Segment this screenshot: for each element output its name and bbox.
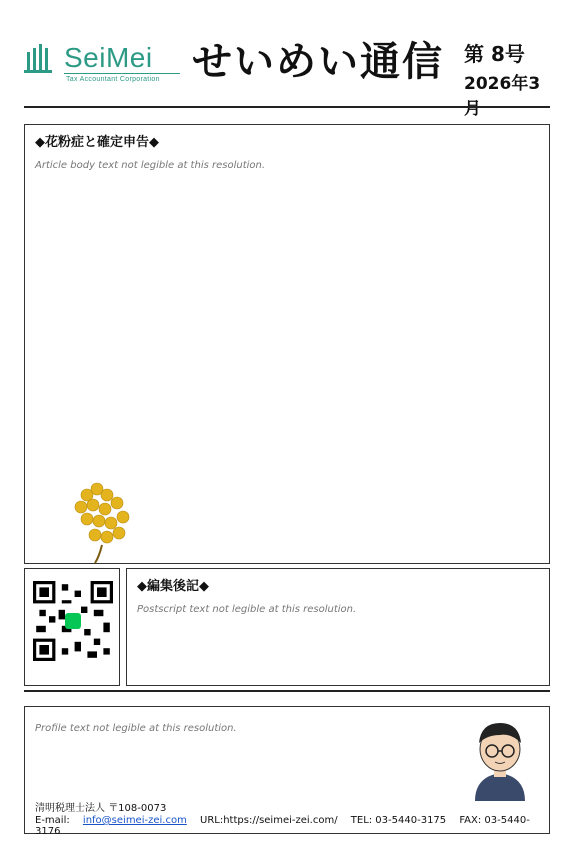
company-line bbox=[35, 799, 166, 814]
editor-postscript bbox=[126, 568, 550, 686]
issue-number: 第 8号 bbox=[464, 42, 525, 66]
contact-line bbox=[35, 815, 549, 837]
newsletter-title: せいめい通信 bbox=[192, 39, 444, 85]
postscript-body-placeholder: Postscript text not legible at this resolution. bbox=[137, 604, 357, 615]
fax-number: FAX: 03-5440-3176 bbox=[35, 815, 530, 837]
article-heading: ◆花粉症と確定申告◆ bbox=[35, 135, 159, 150]
website-url[interactable]: URL:https://seimei-zei.com/ bbox=[200, 815, 338, 826]
email-link[interactable]: info@seimei-zei.com bbox=[82, 815, 187, 826]
logo-rule bbox=[64, 73, 180, 74]
intro-strip bbox=[24, 106, 550, 110]
phone-number: TEL: 03-5440-3175 bbox=[350, 815, 447, 826]
logo-mark-icon bbox=[24, 38, 62, 78]
logo-name: SeiMei bbox=[64, 42, 153, 73]
flower-illustration-icon bbox=[47, 465, 157, 565]
email-label: E-mail: bbox=[35, 815, 70, 826]
article-body-placeholder: Article body text not legible at this resolution. bbox=[35, 160, 266, 171]
main-article bbox=[24, 124, 550, 564]
unsubscribe-strip bbox=[24, 690, 550, 694]
seimei-logo bbox=[24, 32, 184, 94]
masthead bbox=[24, 24, 550, 119]
publisher-profile bbox=[24, 706, 550, 837]
qr-box bbox=[24, 568, 120, 686]
line-qr-code-icon[interactable] bbox=[33, 581, 113, 661]
bottom-row bbox=[24, 568, 550, 686]
profile-body-placeholder: Profile text not legible at this resolution. bbox=[35, 723, 237, 734]
postscript-heading: ◆編集後記◆ bbox=[137, 579, 209, 594]
author-portrait-icon bbox=[461, 713, 539, 801]
issue-date: 2026年3月 bbox=[464, 74, 541, 119]
postal-code: 〒108-0073 bbox=[108, 803, 167, 814]
company-name: 清明税理士法人 bbox=[35, 803, 105, 814]
logo-subtitle: Tax Accountant Corporation bbox=[66, 76, 160, 83]
